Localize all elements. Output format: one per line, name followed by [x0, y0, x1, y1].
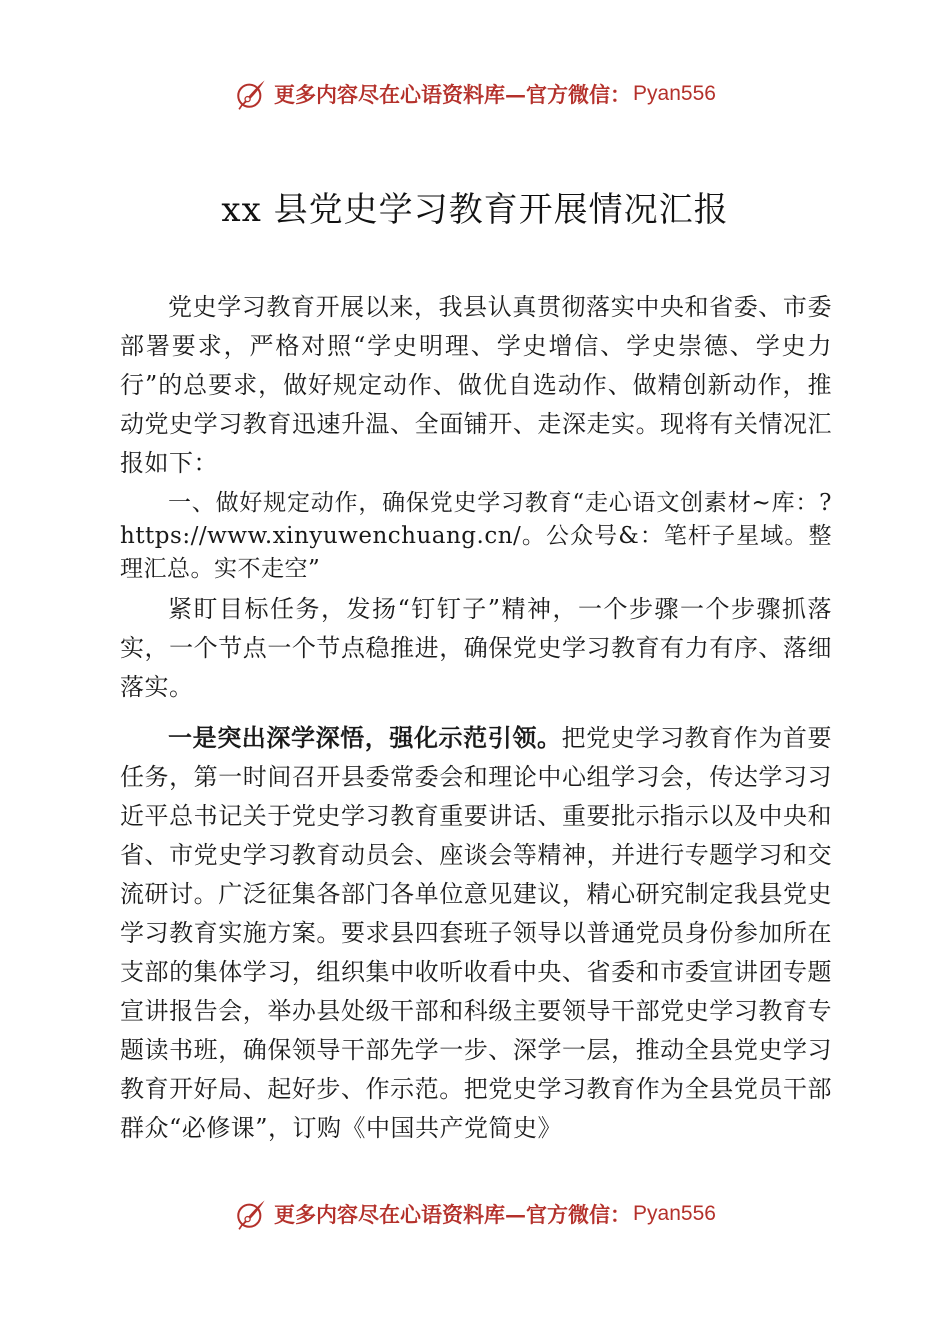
- document-body: [120, 288, 832, 1148]
- intro-paragraph: 党史学习教育开展以来，我县认真贯彻落实中央和省委、市委部署要求，严格对照“学史明理、学史增信、学史崇德、学史力行”的总要求，做好规定动作、做优自选动作、做精创新动作，推动党史学习教育迅速升温、全面铺开、走深走实。现将有关情况汇报如下：: [120, 293, 832, 477]
- section-text: 把党史学习教育作为首要任务，第一时间召开县委常委会和理论中心组学习会，传达学习习近平总书记关于党史学习教育重要讲话、重要批示指示以及中央和省、市党史学习教育动员会、座谈会等精神，并进行专题学习和交流研讨。广泛征集各部门各单位意见建议，精心研究制定我县党史学习教育实施方案。要求县四套班子领导以普通党员身份参加所在支部的集体学习，组织集中收听收看中央、省委和市委宣讲团专题宣讲报告会，举办县处级干部和科级主要领导干部党史学习教育专题读书班，确保领导干部先学一步、深学一层，推动全县党史学习教育开好局、起好步、作示范。把党史学习教育作为全县党员干部群众“必修课”，订购《中国共产党简史》: [120, 724, 833, 1142]
- section-heading: 一、做好规定动作，确保党史学习教育“走心语文创素材~库：?https://www.xinyuwenchuang.cn/。公众号&：笔杆子星域。整理汇总。实不走空”: [120, 490, 832, 582]
- section-paragraph: [120, 719, 832, 1148]
- watermark-wechat-id: Pyan556: [633, 1202, 716, 1225]
- quill-pen-logo-icon: [234, 77, 268, 111]
- quill-pen-logo-icon: [234, 1197, 268, 1231]
- document-title: xx 县党史学习教育开展情况汇报: [221, 190, 729, 230]
- footer-watermark: [0, 1192, 950, 1236]
- section-lead: 一是突出深学深悟，强化示范引领。: [168, 724, 562, 752]
- task-paragraph: 紧盯目标任务，发扬“钉钉子”精神，一个步骤一个步骤抓落实，一个节点一个节点稳推进，确保党史学习教育有力有序、落细落实。: [120, 595, 832, 701]
- watermark-text: 更多内容尽在心语资料库—官方微信：: [274, 82, 632, 107]
- header-watermark: [0, 72, 950, 116]
- watermark-wechat-id: Pyan556: [633, 82, 716, 105]
- watermark-text: 更多内容尽在心语资料库—官方微信：: [274, 1202, 632, 1227]
